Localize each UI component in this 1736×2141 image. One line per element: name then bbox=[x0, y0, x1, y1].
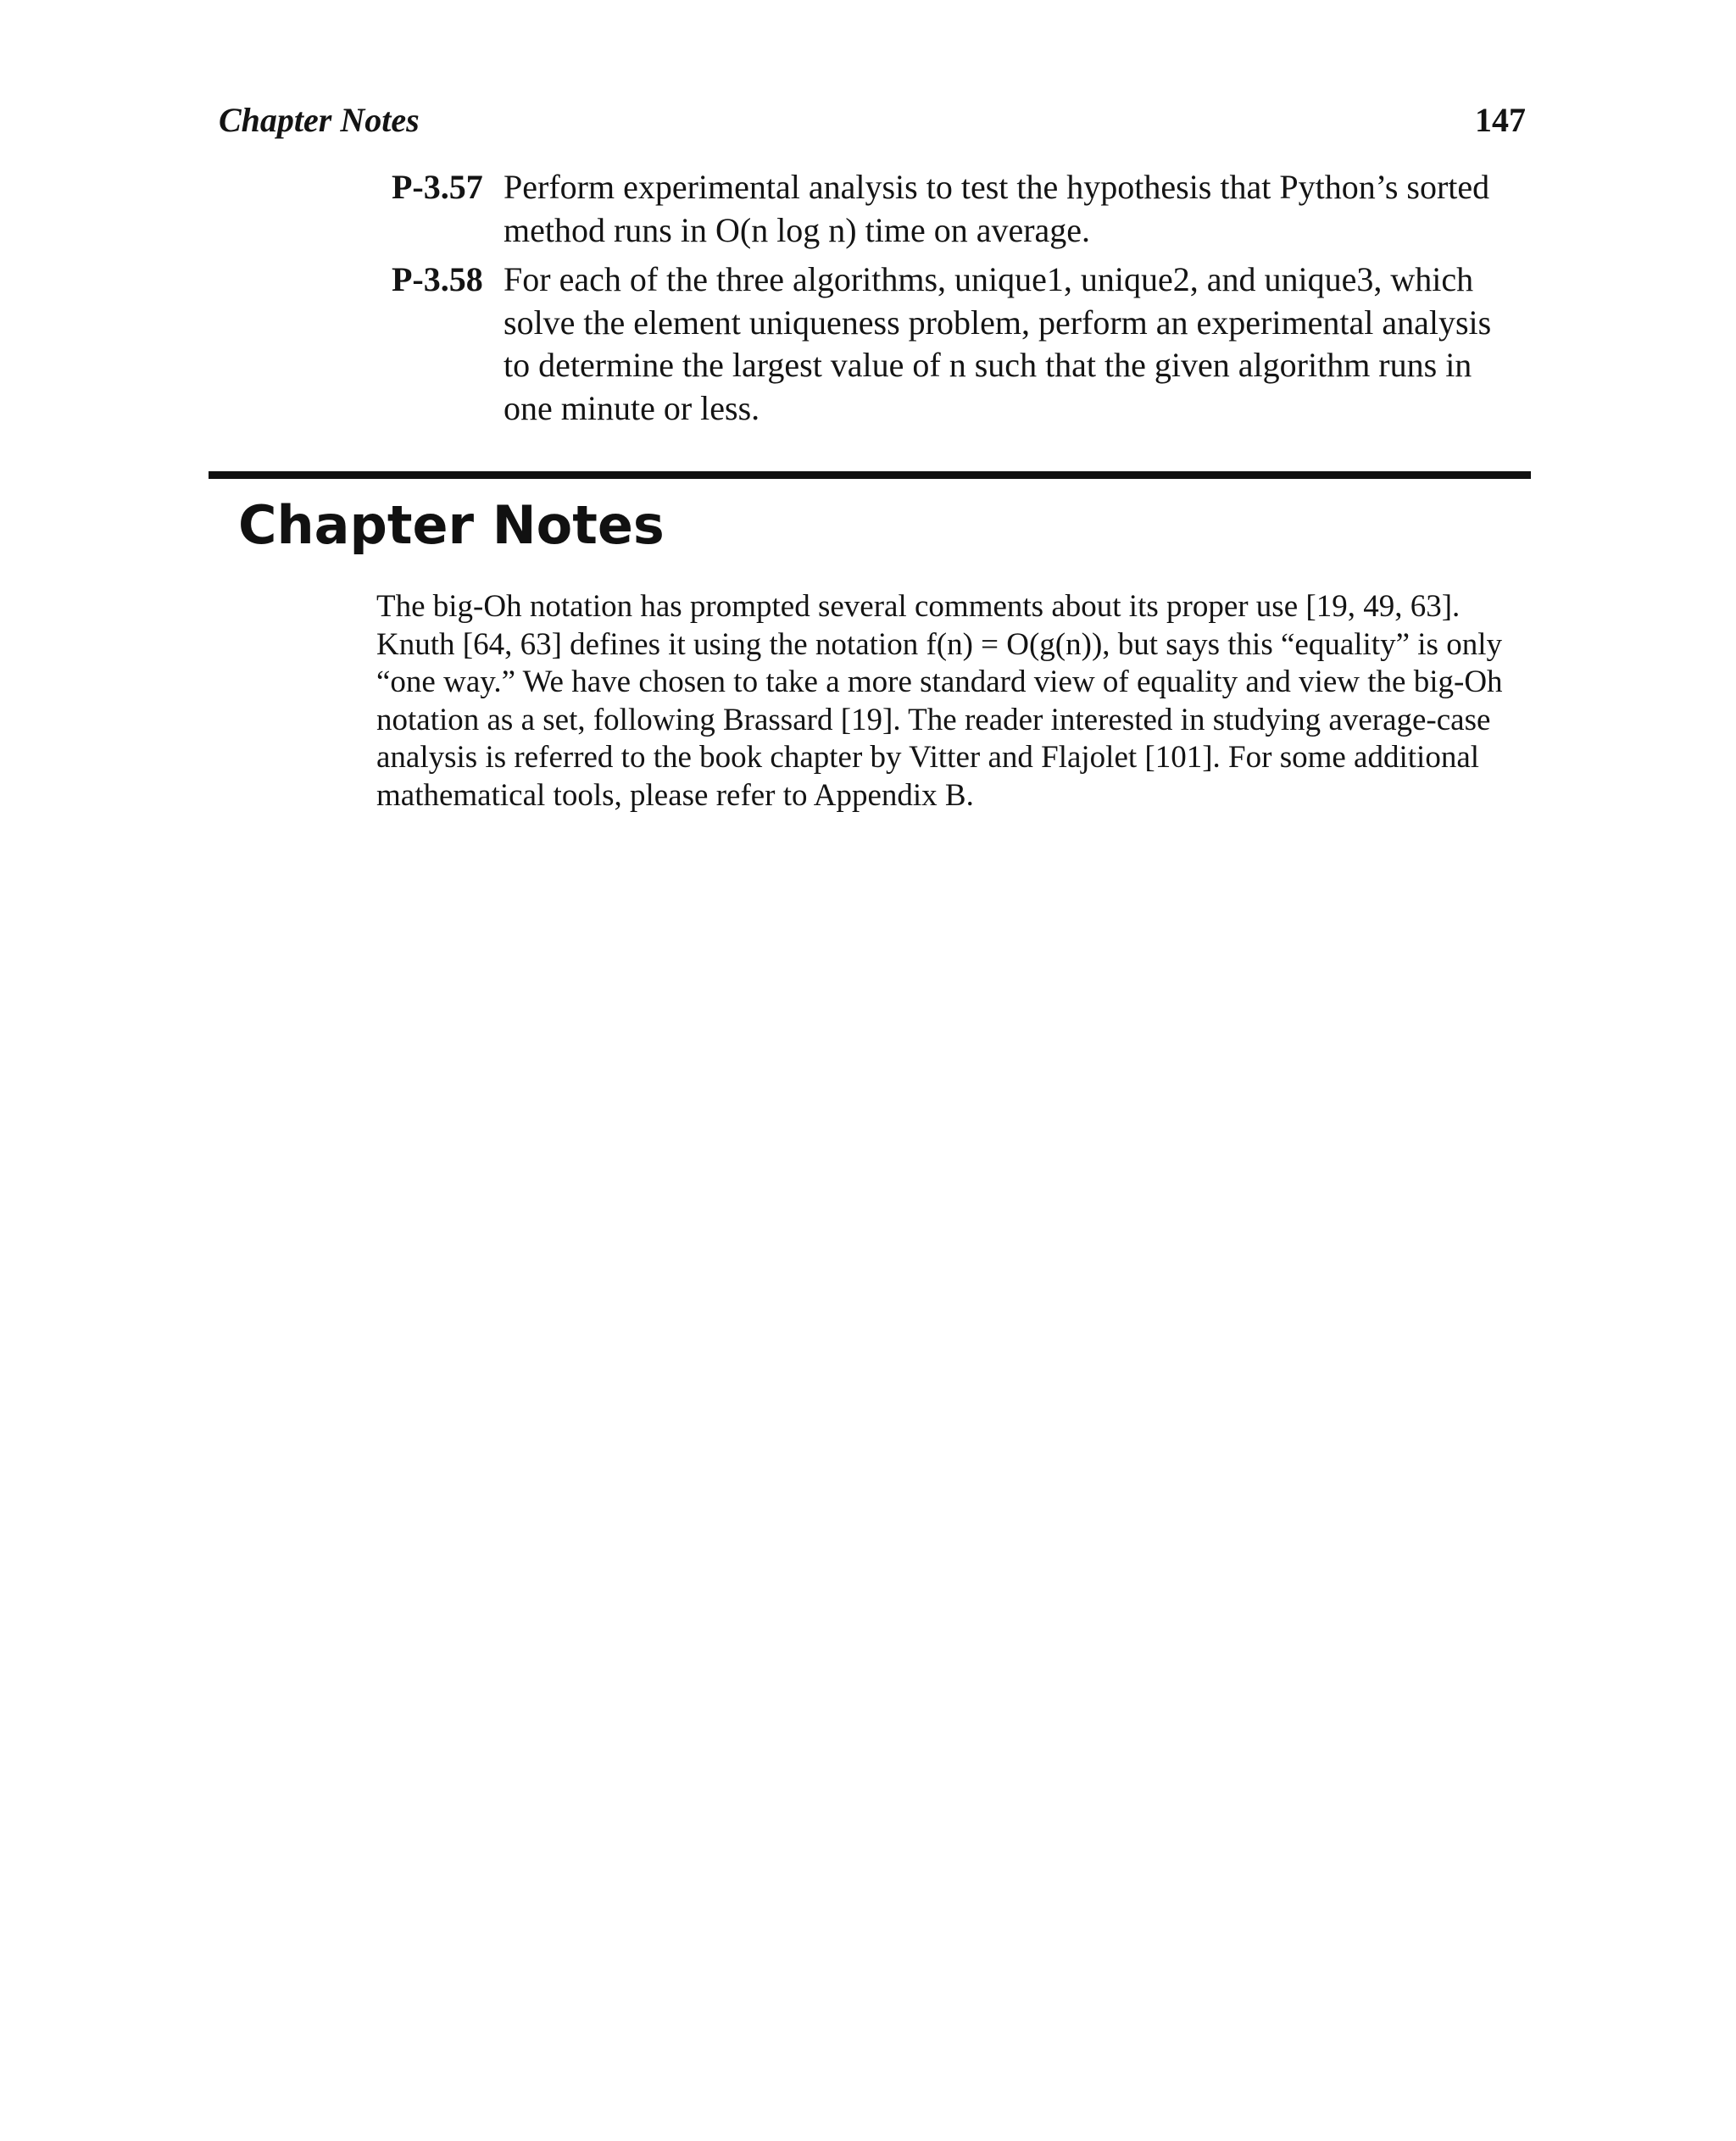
exercise-text: For each of the three algorithms, unique1, unique2, and unique3, which solve the element uniqueness problem, perform an experimental analysis to determine the largest value of n such that the given algorithm runs in one minute or less. bbox=[504, 260, 1492, 427]
exercise-number: P-3.58 bbox=[392, 260, 483, 298]
exercise-number: P-3.57 bbox=[392, 168, 483, 206]
running-header bbox=[219, 100, 1526, 142]
exercise-item bbox=[392, 259, 1526, 430]
chapter-notes-paragraph: The big-Oh notation has prompted several comments about its proper use [19, 49, 63]. Knuth [64, 63] defines it using the notation f(n) = O(g(n)), but says this “equality” is only “one way.” We have chosen to take a more standard view of equality and view the big-Oh notation as a set, following Brassard [19]. The reader interested in studying average-case analysis is referred to the book chapter by Vitter and Flajolet [101]. For some additional mathematical tools, please refer to Appendix B. bbox=[376, 589, 1503, 813]
exercise-list bbox=[392, 166, 1526, 437]
section-title: Chapter Notes bbox=[238, 494, 665, 556]
page-number: 147 bbox=[1475, 101, 1526, 139]
exercise-text: Perform experimental analysis to test the hypothesis that Python’s sorted method runs in O(n log n) time on average. bbox=[504, 168, 1490, 249]
exercise-item bbox=[392, 166, 1526, 252]
section-rule bbox=[209, 471, 1531, 479]
running-title: Chapter Notes bbox=[219, 101, 420, 139]
